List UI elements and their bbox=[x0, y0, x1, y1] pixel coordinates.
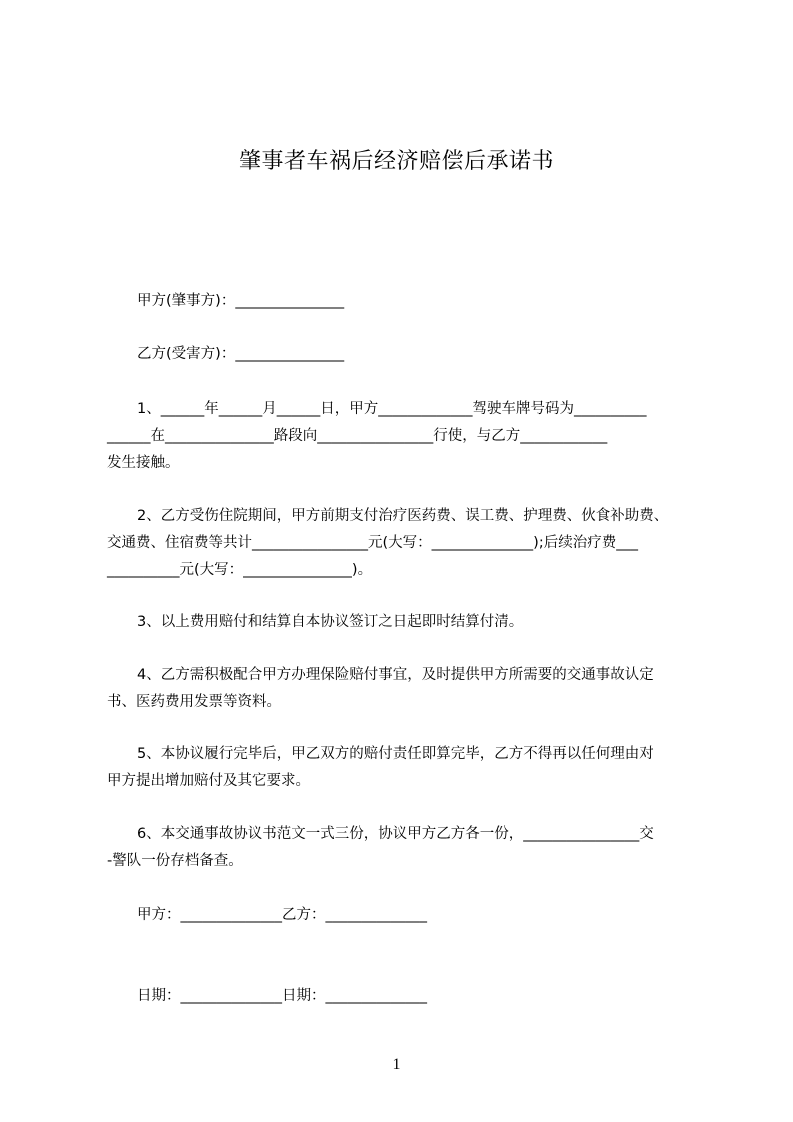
signature-line: 甲方：______________乙方：______________ bbox=[137, 907, 427, 923]
clause-1-line-3: 发生接触。 bbox=[107, 455, 180, 471]
clause-6-line-1: 6、本交通事故协议书范文一式三份，协议甲方乙方各一份，________________交 bbox=[137, 826, 654, 842]
page-number: 1 bbox=[392, 1056, 401, 1073]
clause-6-line-2: -警队一份存档备查。 bbox=[107, 853, 243, 869]
clause-3-line-1: 3、以上费用赔付和结算自本协议签订之日起即时结算付清。 bbox=[137, 614, 524, 630]
clause-1-line-2: ______在_______________路段向________________行使，与乙方____________ bbox=[107, 428, 608, 444]
clause-5-line-1: 5、本协议履行完毕后，甲乙双方的赔付责任即算完毕，乙方不得再以任何理由对 bbox=[137, 746, 654, 762]
party-b-line: 乙方(受害方)：_______________ bbox=[137, 346, 345, 362]
clause-5-line-2: 甲方提出增加赔付及其它要求。 bbox=[107, 773, 310, 789]
clause-4-line-2: 书、医药费用发票等资料。 bbox=[107, 694, 281, 710]
date-line: 日期：______________日期：______________ bbox=[137, 988, 427, 1004]
clause-2-line-3: __________元(大写：_______________)。 bbox=[107, 562, 373, 578]
document-title: 肇事者车祸后经济赔偿后承诺书 bbox=[238, 149, 554, 174]
clause-4-line-1: 4、乙方需积极配合甲方办理保险赔付事宜，及时提供甲方所需要的交通事故认定 bbox=[137, 667, 654, 683]
clause-2-line-2: 交通费、住宿费等共计________________元(大写：______________);后续治疗费___ bbox=[107, 535, 638, 551]
party-a-line: 甲方(肇事方)：_______________ bbox=[137, 293, 345, 309]
clause-1-line-1: 1、______年______月______日，甲方_____________驾驶车牌号码为__________ bbox=[137, 401, 647, 417]
clause-2-line-1: 2、乙方受伤住院期间，甲方前期支付治疗医药费、误工费、护理费、伙食补助费、 bbox=[137, 508, 669, 524]
